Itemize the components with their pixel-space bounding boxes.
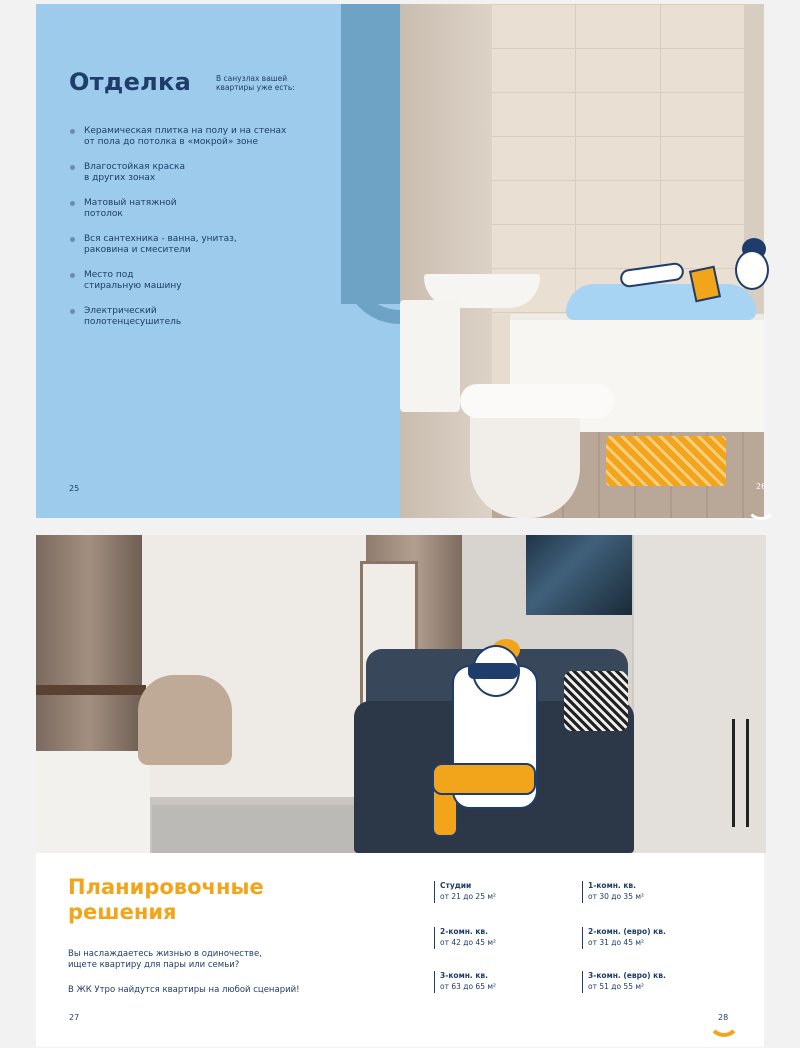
apartment-type-label: 2-комн. кв. (440, 927, 489, 936)
apartment-area: от 31 до 45 м² (588, 938, 645, 947)
apartment-type (434, 881, 570, 903)
apartment-type (582, 927, 718, 949)
wardrobe (632, 535, 766, 853)
apartment-type (434, 971, 570, 993)
brochure-spread-layouts (36, 535, 764, 1047)
apartment-type-label: 3-комн. (евро) кв. (588, 971, 666, 980)
apartment-area: от 21 до 25 м² (440, 892, 497, 901)
page-title: Отделка (69, 68, 192, 96)
apartment-type-label: Студии (440, 881, 472, 890)
toilet-bowl (470, 404, 580, 518)
pillow (564, 671, 628, 731)
page-number: 26 (756, 482, 767, 491)
apartment-area: от 30 до 35 м² (588, 892, 645, 901)
page-number: 28 (718, 1013, 729, 1022)
feature-item: Место под стиральную машину (70, 270, 340, 292)
feature-item: Матовый натяжной потолок (70, 198, 340, 220)
dresser (36, 751, 150, 853)
smile-logo-icon (746, 490, 776, 520)
bather-illustration (735, 250, 769, 290)
vr-person-legs (432, 763, 536, 795)
wardrobe-handle (732, 719, 735, 827)
apartment-area: от 42 до 45 м² (440, 938, 497, 947)
apartment-type-label: 2-комн. (евро) кв. (588, 927, 666, 936)
intro-note: В санузлах вашей квартиры уже есть: (216, 74, 295, 92)
living-room-photo (36, 535, 764, 853)
wardrobe-handle (746, 719, 749, 827)
finishing-page (36, 4, 400, 518)
page-number: 25 (69, 484, 80, 493)
toilet-lid (460, 384, 614, 418)
page-number: 27 (69, 1013, 80, 1022)
bath-mat-illustration (606, 436, 726, 486)
apartment-type (582, 881, 718, 903)
vr-headset-icon (468, 663, 518, 679)
brochure-spread-finishing (36, 4, 767, 518)
feature-item: Вся сантехника - ванна, унитаз, раковина и смесители (70, 234, 340, 256)
apartment-type-label: 3-комн. кв. (440, 971, 489, 980)
feature-item: Керамическая плитка на полу и на стенах от пола до потолка в «мокрой» зоне (70, 126, 340, 148)
armchair (138, 675, 232, 765)
section-title: Планировочные решения (68, 875, 264, 924)
apartment-type (582, 971, 718, 993)
intro-text: Вы наслаждаетесь жизнью в одиночестве, ищете квартиру для пары или семьи? (68, 949, 262, 970)
feature-list (70, 126, 340, 342)
desk (36, 685, 146, 695)
scenario-text: В ЖК Утро найдутся квартиры на любой сценарий! (68, 985, 300, 995)
feature-item: Влагостойкая краска в других зонах (70, 162, 340, 184)
bathroom-photo (400, 4, 767, 518)
apartment-type-label: 1-комн. кв. (588, 881, 637, 890)
toilet-tank (400, 300, 460, 412)
apartment-area: от 51 до 55 м² (588, 982, 645, 991)
feature-item: Электрический полотенцесушитель (70, 306, 340, 328)
bath-foam (566, 284, 756, 320)
apartment-area: от 63 до 65 м² (440, 982, 497, 991)
apartment-type (434, 927, 570, 949)
wall-painting (526, 535, 632, 615)
